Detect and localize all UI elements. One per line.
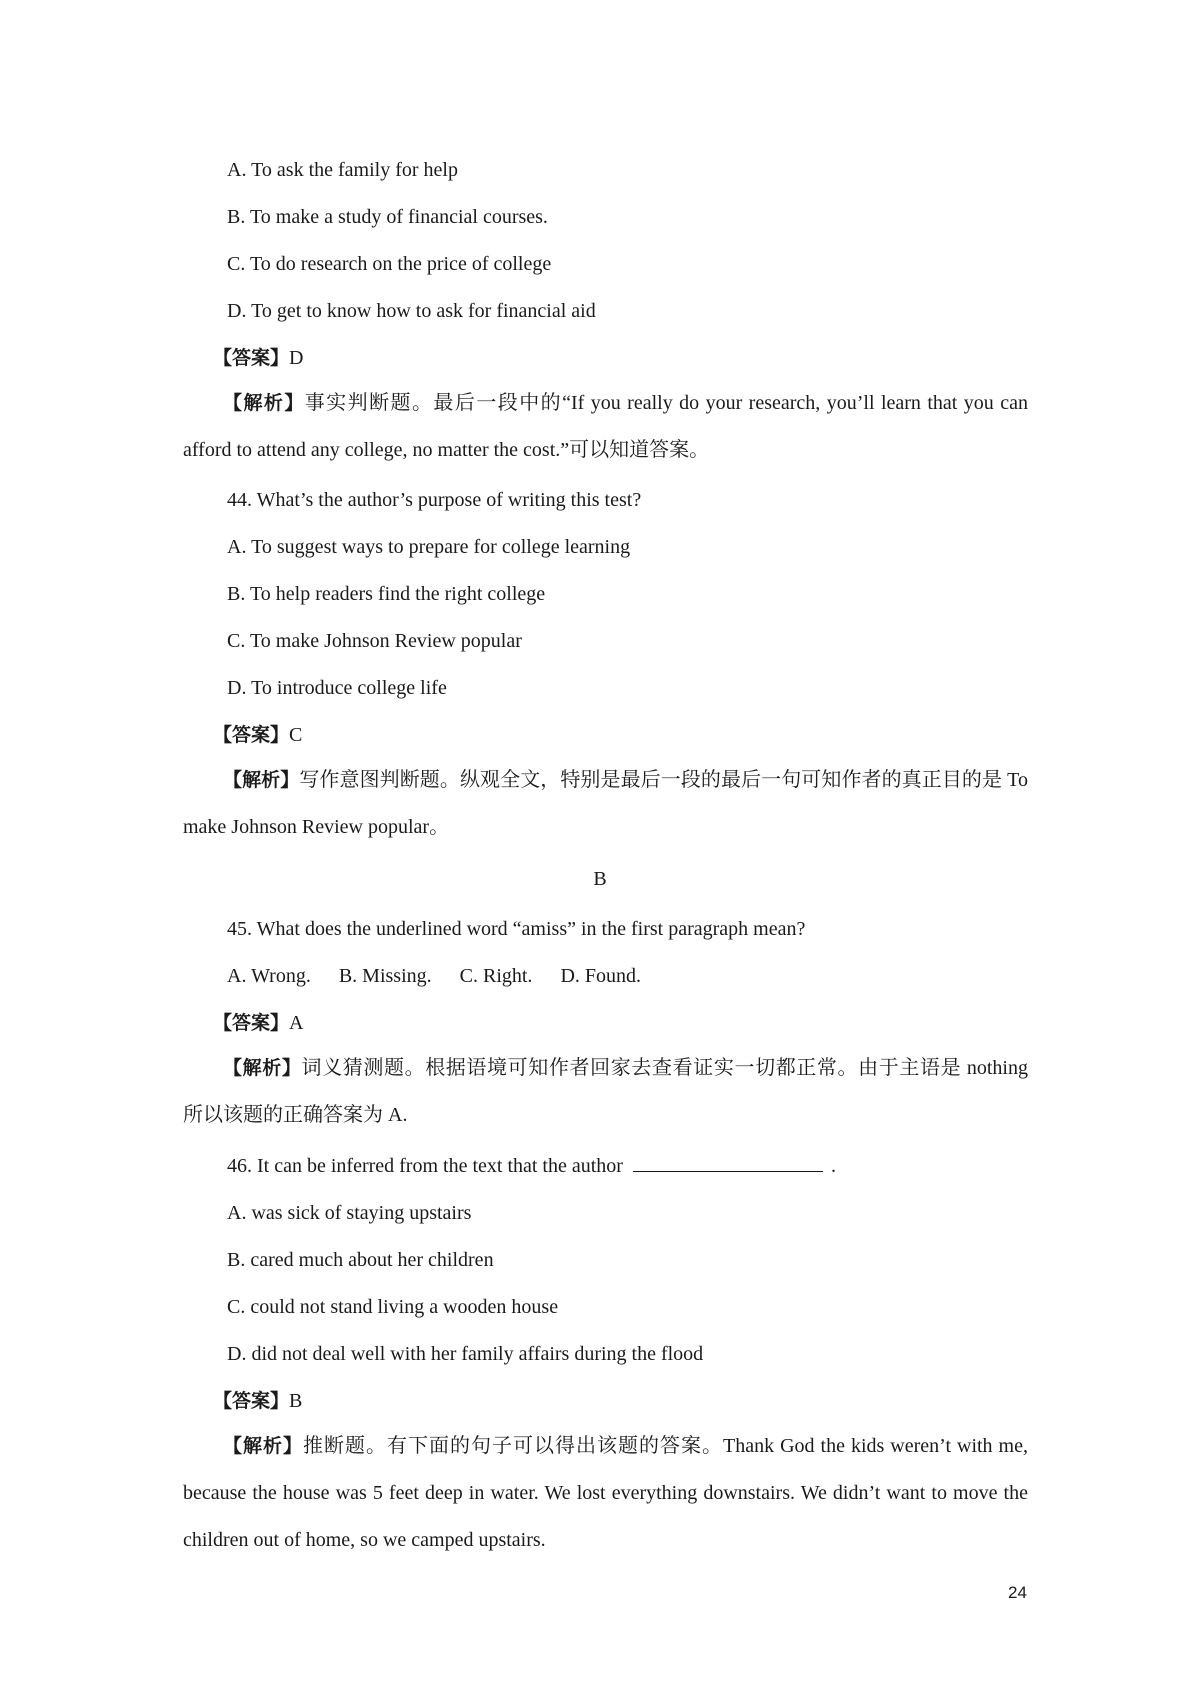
answer-value: A bbox=[289, 1012, 304, 1034]
q45-option-d: D. Found. bbox=[560, 965, 642, 987]
analysis-label: 【解析】 bbox=[223, 1435, 303, 1457]
answer-label: 【答案】 bbox=[213, 1012, 290, 1034]
q45-question: 45. What does the underlined word “amiss” in the first paragraph mean? bbox=[227, 918, 806, 940]
answer-value: B bbox=[289, 1390, 303, 1412]
q46-answer bbox=[213, 1387, 302, 1415]
analysis-label: 【解析】 bbox=[223, 769, 300, 791]
q46-option-a: A. was sick of staying upstairs bbox=[227, 1202, 472, 1224]
analysis-label: 【解析】 bbox=[223, 392, 305, 414]
analysis-text: 词义猜测题。根据语境可知作者回家去查看证实一切都正常。由于主语是 nothing 所以该题的正确答案为 A. bbox=[183, 1057, 1028, 1126]
q45-analysis bbox=[183, 1045, 1028, 1139]
q43-answer bbox=[213, 344, 303, 372]
q46-option-d: D. did not deal well with her family affairs during the flood bbox=[227, 1343, 704, 1365]
q43-option-c: C. To do research on the price of college bbox=[227, 253, 552, 275]
answer-blank bbox=[633, 1153, 823, 1172]
q46-option-b: B. cared much about her children bbox=[227, 1249, 494, 1271]
answer-label: 【答案】 bbox=[213, 1390, 290, 1412]
q43-option-b: B. To make a study of financial courses. bbox=[227, 206, 548, 228]
q45-answer bbox=[213, 1009, 303, 1037]
q44-answer bbox=[213, 721, 302, 749]
analysis-text: 写作意图判断题。纵观全文，特别是最后一段的最后一句可知作者的真正目的是 To make Johnson Review popular。 bbox=[183, 769, 1028, 838]
q45-options bbox=[227, 962, 641, 990]
q46-analysis bbox=[183, 1423, 1028, 1564]
answer-value: D bbox=[289, 347, 304, 369]
q44-option-a: A. To suggest ways to prepare for college learning bbox=[227, 536, 631, 558]
q46-question bbox=[227, 1152, 836, 1180]
q43-analysis bbox=[183, 380, 1028, 474]
page-number: 24 bbox=[1008, 1583, 1027, 1602]
q45-option-b: B. Missing. bbox=[338, 965, 432, 987]
q44-analysis bbox=[183, 757, 1028, 851]
answer-label: 【答案】 bbox=[213, 724, 290, 746]
q43-option-a: A. To ask the family for help bbox=[227, 159, 458, 181]
section-letter: B bbox=[593, 868, 607, 890]
q45-option-a: A. Wrong. bbox=[227, 965, 311, 987]
q46-question-end: . bbox=[830, 1155, 836, 1177]
q46-question-text: 46. It can be inferred from the text that the author bbox=[227, 1155, 623, 1177]
q46-option-c: C. could not stand living a wooden house bbox=[227, 1296, 559, 1318]
answer-value: C bbox=[289, 724, 303, 746]
analysis-label: 【解析】 bbox=[223, 1057, 302, 1079]
q43-option-d: D. To get to know how to ask for financial aid bbox=[227, 300, 596, 322]
q45-option-c: C. Right. bbox=[459, 965, 533, 987]
analysis-text: 推断题。有下面的句子可以得出该题的答案。Thank God the kids weren’t with me, because the house was 5 feet deep in water. We lost everything downstairs. We didn’t want to move the children out of home, so we camped upstairs. bbox=[183, 1435, 1028, 1551]
q44-option-c: C. To make Johnson Review popular bbox=[227, 630, 522, 652]
q44-option-b: B. To help readers find the right college bbox=[227, 583, 546, 605]
q44-option-d: D. To introduce college life bbox=[227, 677, 447, 699]
answer-label: 【答案】 bbox=[213, 347, 290, 369]
q44-question: 44. What’s the author’s purpose of writing this test? bbox=[227, 489, 642, 511]
analysis-text: 事实判断题。最后一段中的“If you really do your research, you’ll learn that you can afford to attend any college, no matter the cost.”可以知道答案。 bbox=[183, 392, 1028, 461]
